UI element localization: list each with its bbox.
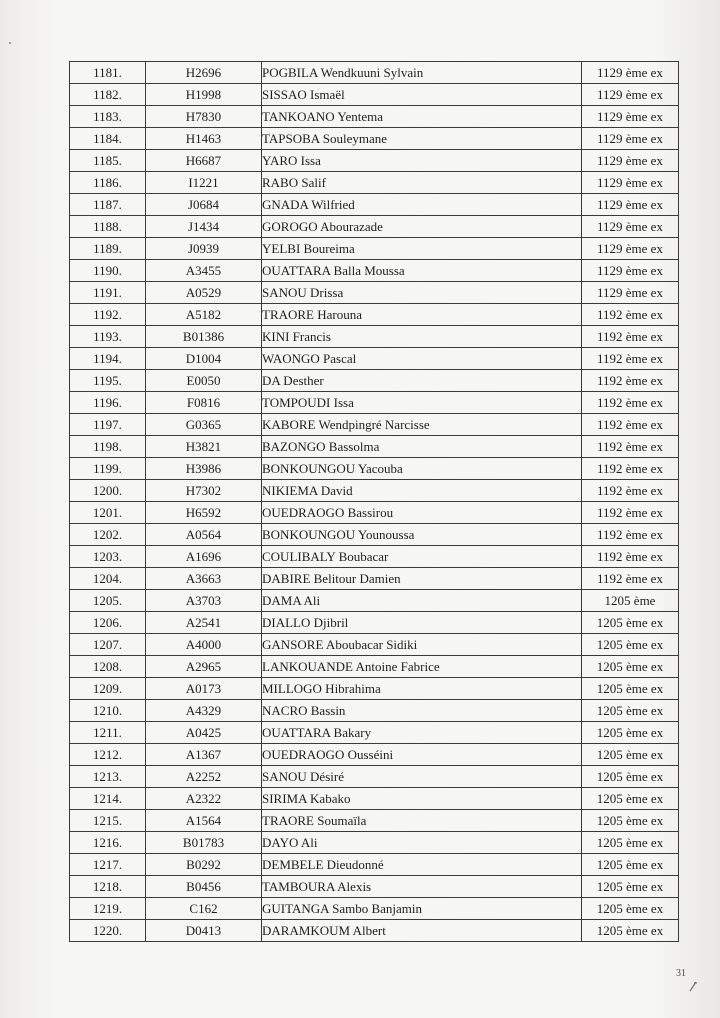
row-rank: 1205 ème ex [582, 920, 679, 942]
row-name: TAMBOURA Alexis [262, 876, 582, 898]
row-name: WAONGO Pascal [262, 348, 582, 370]
table-row [70, 304, 679, 326]
row-name: OUATTARA Bakary [262, 722, 582, 744]
row-rank: 1205 ème ex [582, 612, 679, 634]
row-matricule: J0939 [146, 238, 262, 260]
row-matricule: H3986 [146, 458, 262, 480]
row-rank: 1129 ème ex [582, 194, 679, 216]
table-row [70, 436, 679, 458]
row-rank: 1205 ème ex [582, 876, 679, 898]
row-name: YARO Issa [262, 150, 582, 172]
row-rank: 1205 ème [582, 590, 679, 612]
row-name: SISSAO Ismaël [262, 84, 582, 106]
table-row [70, 150, 679, 172]
row-matricule: F0816 [146, 392, 262, 414]
row-number: 1213. [70, 766, 146, 788]
table-row [70, 392, 679, 414]
pen-mark-icon [688, 980, 698, 992]
row-rank: 1192 ème ex [582, 392, 679, 414]
row-rank: 1205 ème ex [582, 656, 679, 678]
row-rank: 1205 ème ex [582, 634, 679, 656]
row-rank: 1129 ème ex [582, 62, 679, 84]
row-matricule: H3821 [146, 436, 262, 458]
row-rank: 1129 ème ex [582, 282, 679, 304]
row-number: 1189. [70, 238, 146, 260]
row-matricule: B0456 [146, 876, 262, 898]
row-number: 1211. [70, 722, 146, 744]
row-name: GANSORE Aboubacar Sidiki [262, 634, 582, 656]
row-name: TANKOANO Yentema [262, 106, 582, 128]
row-number: 1185. [70, 150, 146, 172]
row-rank: 1205 ème ex [582, 854, 679, 876]
row-rank: 1192 ème ex [582, 524, 679, 546]
table-row [70, 480, 679, 502]
row-number: 1194. [70, 348, 146, 370]
row-name: TAPSOBA Souleymane [262, 128, 582, 150]
row-number: 1188. [70, 216, 146, 238]
table-row [70, 172, 679, 194]
table-row [70, 612, 679, 634]
row-name: MILLOGO Hibrahima [262, 678, 582, 700]
table-row [70, 656, 679, 678]
row-number: 1187. [70, 194, 146, 216]
table-row [70, 348, 679, 370]
row-matricule: A2541 [146, 612, 262, 634]
row-number: 1219. [70, 898, 146, 920]
row-name: OUEDRAOGO Bassirou [262, 502, 582, 524]
row-rank: 1205 ème ex [582, 700, 679, 722]
row-name: TRAORE Soumaïla [262, 810, 582, 832]
row-matricule: H6592 [146, 502, 262, 524]
row-number: 1183. [70, 106, 146, 128]
row-name: DAMA Ali [262, 590, 582, 612]
row-name: SIRIMA Kabako [262, 788, 582, 810]
row-number: 1192. [70, 304, 146, 326]
row-matricule: A2322 [146, 788, 262, 810]
row-rank: 1192 ème ex [582, 568, 679, 590]
row-matricule: D0413 [146, 920, 262, 942]
row-rank: 1129 ème ex [582, 106, 679, 128]
table-row [70, 546, 679, 568]
row-matricule: H7302 [146, 480, 262, 502]
table-row [70, 920, 679, 942]
row-number: 1190. [70, 260, 146, 282]
row-number: 1201. [70, 502, 146, 524]
row-number: 1218. [70, 876, 146, 898]
row-number: 1195. [70, 370, 146, 392]
row-name: YELBI Boureima [262, 238, 582, 260]
row-number: 1198. [70, 436, 146, 458]
row-name: DEMBELE Dieudonné [262, 854, 582, 876]
results-table-body [70, 62, 679, 942]
results-table [69, 61, 679, 942]
table-row [70, 238, 679, 260]
row-rank: 1205 ème ex [582, 766, 679, 788]
row-number: 1204. [70, 568, 146, 590]
row-matricule: A1696 [146, 546, 262, 568]
row-matricule: H7830 [146, 106, 262, 128]
row-rank: 1129 ème ex [582, 172, 679, 194]
row-rank: 1192 ème ex [582, 304, 679, 326]
row-name: KABORE Wendpingré Narcisse [262, 414, 582, 436]
row-rank: 1192 ème ex [582, 458, 679, 480]
row-rank: 1192 ème ex [582, 480, 679, 502]
table-row [70, 700, 679, 722]
row-name: OUEDRAOGO Ousséini [262, 744, 582, 766]
row-rank: 1129 ème ex [582, 260, 679, 282]
row-number: 1203. [70, 546, 146, 568]
row-name: OUATTARA Balla Moussa [262, 260, 582, 282]
table-row [70, 370, 679, 392]
row-rank: 1205 ème ex [582, 744, 679, 766]
row-matricule: A1367 [146, 744, 262, 766]
row-number: 1212. [70, 744, 146, 766]
table-row [70, 260, 679, 282]
table-row [70, 788, 679, 810]
row-name: LANKOUANDE Antoine Fabrice [262, 656, 582, 678]
row-name: DAYO Ali [262, 832, 582, 854]
row-number: 1196. [70, 392, 146, 414]
row-matricule: A0173 [146, 678, 262, 700]
page-number: 31 [676, 968, 686, 979]
row-name: GUITANGA Sambo Banjamin [262, 898, 582, 920]
row-rank: 1192 ème ex [582, 370, 679, 392]
row-matricule: H2696 [146, 62, 262, 84]
row-name: DIALLO Djibril [262, 612, 582, 634]
row-name: BONKOUNGOU Younoussa [262, 524, 582, 546]
row-number: 1210. [70, 700, 146, 722]
row-name: GOROGO Abourazade [262, 216, 582, 238]
table-row [70, 194, 679, 216]
row-rank: 1205 ème ex [582, 898, 679, 920]
row-number: 1186. [70, 172, 146, 194]
table-row [70, 128, 679, 150]
row-rank: 1192 ème ex [582, 348, 679, 370]
table-row [70, 282, 679, 304]
row-name: RABO Salif [262, 172, 582, 194]
row-number: 1184. [70, 128, 146, 150]
row-number: 1197. [70, 414, 146, 436]
row-number: 1181. [70, 62, 146, 84]
scan-speck [9, 42, 11, 44]
table-row [70, 62, 679, 84]
table-row [70, 106, 679, 128]
row-rank: 1205 ème ex [582, 678, 679, 700]
row-number: 1214. [70, 788, 146, 810]
row-matricule: A0529 [146, 282, 262, 304]
row-matricule: A0564 [146, 524, 262, 546]
table-row [70, 568, 679, 590]
table-row [70, 590, 679, 612]
row-name: SANOU Désiré [262, 766, 582, 788]
row-number: 1220. [70, 920, 146, 942]
row-name: BONKOUNGOU Yacouba [262, 458, 582, 480]
row-rank: 1192 ème ex [582, 502, 679, 524]
row-matricule: B0292 [146, 854, 262, 876]
row-matricule: E0050 [146, 370, 262, 392]
row-number: 1191. [70, 282, 146, 304]
table-row [70, 810, 679, 832]
row-matricule: A4000 [146, 634, 262, 656]
row-matricule: H1463 [146, 128, 262, 150]
row-number: 1208. [70, 656, 146, 678]
table-row [70, 876, 679, 898]
row-number: 1193. [70, 326, 146, 348]
row-rank: 1129 ème ex [582, 128, 679, 150]
row-matricule: A5182 [146, 304, 262, 326]
row-matricule: D1004 [146, 348, 262, 370]
row-matricule: A4329 [146, 700, 262, 722]
row-name: DA Desther [262, 370, 582, 392]
row-name: POGBILA Wendkuuni Sylvain [262, 62, 582, 84]
row-matricule: H1998 [146, 84, 262, 106]
table-row [70, 414, 679, 436]
row-matricule: H6687 [146, 150, 262, 172]
row-matricule: A1564 [146, 810, 262, 832]
table-row [70, 898, 679, 920]
table-row [70, 766, 679, 788]
row-number: 1216. [70, 832, 146, 854]
row-matricule: A3455 [146, 260, 262, 282]
row-number: 1199. [70, 458, 146, 480]
row-rank: 1205 ème ex [582, 810, 679, 832]
row-name: BAZONGO Bassolma [262, 436, 582, 458]
row-name: TOMPOUDI Issa [262, 392, 582, 414]
table-row [70, 502, 679, 524]
row-name: NACRO Bassin [262, 700, 582, 722]
table-row [70, 722, 679, 744]
table-row [70, 84, 679, 106]
row-name: TRAORE Harouna [262, 304, 582, 326]
row-number: 1207. [70, 634, 146, 656]
row-number: 1209. [70, 678, 146, 700]
row-number: 1206. [70, 612, 146, 634]
row-name: DABIRE Belitour Damien [262, 568, 582, 590]
row-number: 1182. [70, 84, 146, 106]
row-matricule: C162 [146, 898, 262, 920]
row-rank: 1205 ème ex [582, 722, 679, 744]
table-row [70, 458, 679, 480]
table-row [70, 524, 679, 546]
row-rank: 1192 ème ex [582, 436, 679, 458]
row-rank: 1129 ème ex [582, 84, 679, 106]
table-row [70, 832, 679, 854]
table-row [70, 854, 679, 876]
table-row [70, 326, 679, 348]
row-name: GNADA Wilfried [262, 194, 582, 216]
row-name: COULIBALY Boubacar [262, 546, 582, 568]
row-rank: 1205 ème ex [582, 832, 679, 854]
row-number: 1215. [70, 810, 146, 832]
row-matricule: A2252 [146, 766, 262, 788]
row-matricule: I1221 [146, 172, 262, 194]
row-name: DARAMKOUM Albert [262, 920, 582, 942]
row-rank: 1129 ème ex [582, 238, 679, 260]
row-name: SANOU Drissa [262, 282, 582, 304]
row-matricule: J1434 [146, 216, 262, 238]
row-rank: 1192 ème ex [582, 414, 679, 436]
row-matricule: B01783 [146, 832, 262, 854]
row-matricule: A3663 [146, 568, 262, 590]
row-matricule: G0365 [146, 414, 262, 436]
row-matricule: A3703 [146, 590, 262, 612]
row-rank: 1129 ème ex [582, 150, 679, 172]
row-rank: 1205 ème ex [582, 788, 679, 810]
row-matricule: A0425 [146, 722, 262, 744]
row-name: NIKIEMA David [262, 480, 582, 502]
table-row [70, 216, 679, 238]
row-matricule: A2965 [146, 656, 262, 678]
row-matricule: J0684 [146, 194, 262, 216]
row-number: 1217. [70, 854, 146, 876]
row-number: 1200. [70, 480, 146, 502]
table-row [70, 634, 679, 656]
row-rank: 1192 ème ex [582, 326, 679, 348]
table-row [70, 744, 679, 766]
row-matricule: B01386 [146, 326, 262, 348]
row-number: 1202. [70, 524, 146, 546]
table-row [70, 678, 679, 700]
row-rank: 1192 ème ex [582, 546, 679, 568]
row-number: 1205. [70, 590, 146, 612]
row-rank: 1129 ème ex [582, 216, 679, 238]
row-name: KINI Francis [262, 326, 582, 348]
